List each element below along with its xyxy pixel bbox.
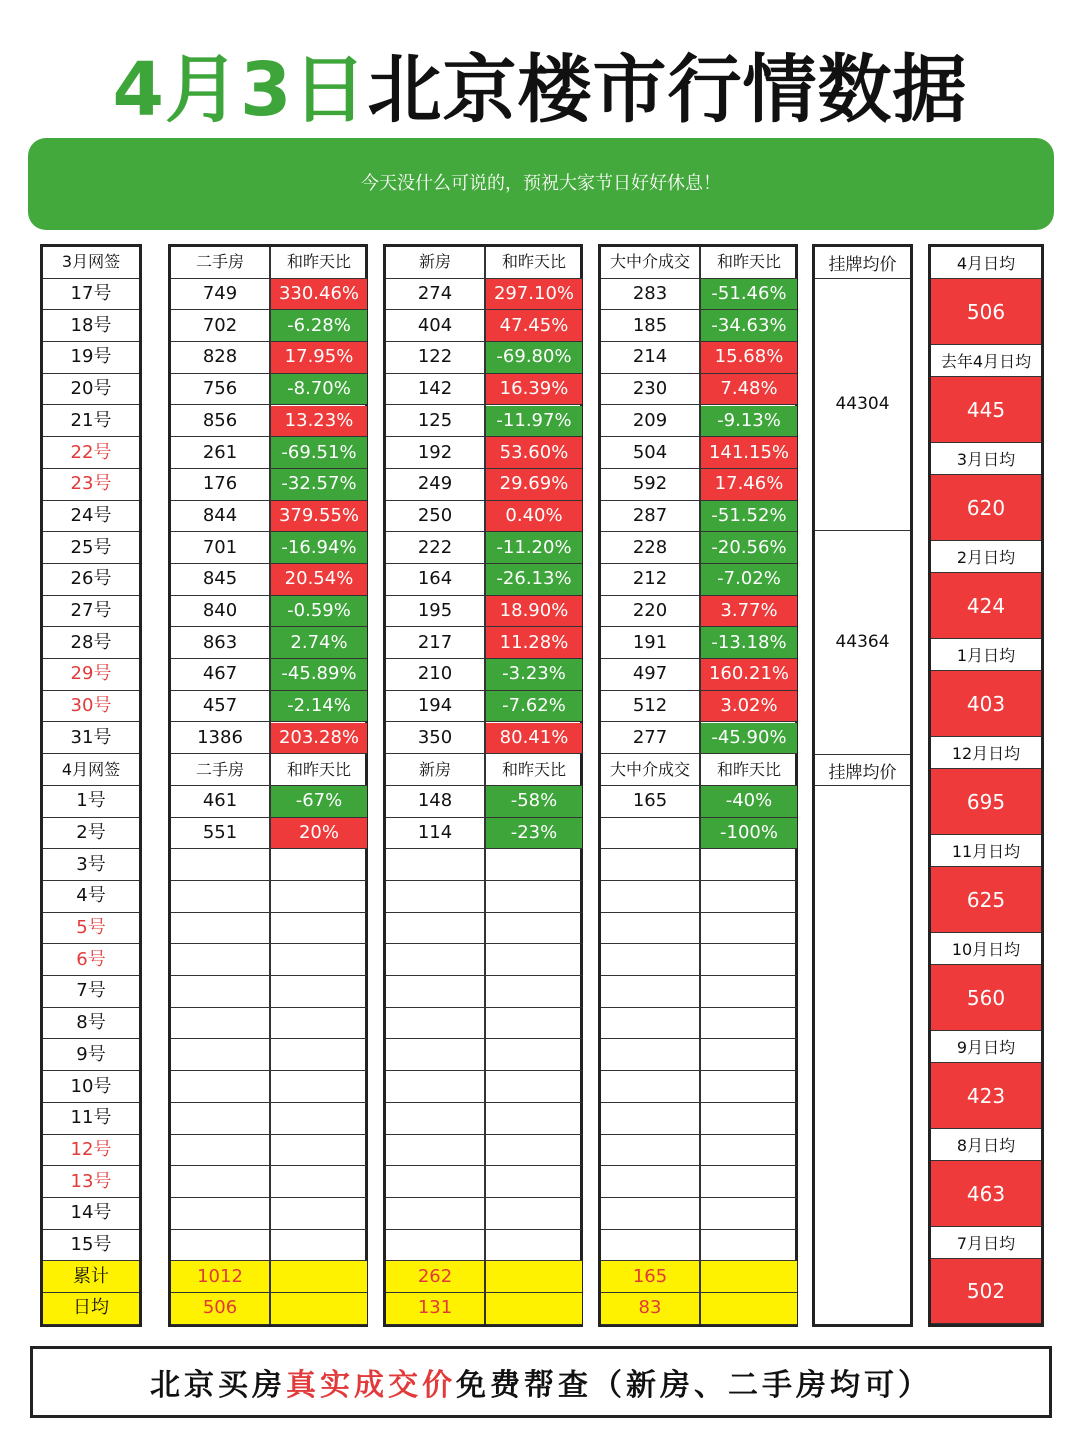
agency-change: 17.46% bbox=[701, 469, 797, 501]
date-cell: 17号 bbox=[43, 279, 139, 311]
agency-empty-cell bbox=[601, 849, 699, 881]
agency-empty-cell bbox=[701, 1166, 797, 1198]
agency-empty-cell bbox=[701, 1135, 797, 1167]
newhome-total: 262 bbox=[386, 1261, 484, 1293]
newhome-change: -11.20% bbox=[486, 532, 582, 564]
average-value: 695 bbox=[931, 769, 1041, 835]
newhome-value: 142 bbox=[386, 374, 484, 406]
secondhand-change: 20.54% bbox=[271, 564, 367, 596]
newhome-empty-cell bbox=[386, 1008, 484, 1040]
average-value: 424 bbox=[931, 573, 1041, 639]
newhome-empty-cell bbox=[386, 881, 484, 913]
secondhand-value: 551 bbox=[171, 818, 269, 850]
date-cell: 15号 bbox=[43, 1230, 139, 1262]
agency-empty-cell bbox=[601, 1071, 699, 1103]
newhome-empty-cell bbox=[486, 1198, 582, 1230]
title-main: 北京楼市行情数据 bbox=[367, 47, 968, 133]
average-value: 445 bbox=[931, 377, 1041, 443]
newhome-empty-cell bbox=[486, 881, 582, 913]
agency-empty-cell bbox=[601, 1198, 699, 1230]
newhome-empty-cell bbox=[386, 1103, 484, 1135]
date-cell: 28号 bbox=[43, 627, 139, 659]
agency-value: 209 bbox=[601, 406, 699, 438]
average-value: 403 bbox=[931, 671, 1041, 737]
secondhand-empty-cell bbox=[171, 1071, 269, 1103]
newhome-empty-cell bbox=[486, 913, 582, 945]
secondhand-change: 2.74% bbox=[271, 627, 367, 659]
secondhand-empty-cell bbox=[271, 881, 367, 913]
agency-change: 15.68% bbox=[701, 342, 797, 374]
average-value: 463 bbox=[931, 1161, 1041, 1227]
agency-empty-cell bbox=[601, 1166, 699, 1198]
agency-value: 277 bbox=[601, 723, 699, 755]
secondhand-value: 457 bbox=[171, 691, 269, 723]
agency-empty-cell bbox=[601, 1008, 699, 1040]
secondhand-value: 749 bbox=[171, 279, 269, 311]
newhome-value: 125 bbox=[386, 406, 484, 438]
date-cell: 20号 bbox=[43, 374, 139, 406]
secondhand-empty-cell bbox=[171, 1008, 269, 1040]
secondhand-change-header: 和昨天比 bbox=[271, 247, 367, 279]
newhome-empty-cell bbox=[486, 944, 582, 976]
agency-value: 230 bbox=[601, 374, 699, 406]
date-cell: 4号 bbox=[43, 881, 139, 913]
secondhand-change: 203.28% bbox=[271, 723, 367, 755]
average-label: 9月日均 bbox=[931, 1031, 1041, 1063]
newhome-value: 249 bbox=[386, 469, 484, 501]
secondhand-value: 701 bbox=[171, 532, 269, 564]
secondhand-value: 176 bbox=[171, 469, 269, 501]
newhome-empty-cell bbox=[386, 1230, 484, 1262]
agency-change: -20.56% bbox=[701, 532, 797, 564]
newhome-empty-cell bbox=[486, 1103, 582, 1135]
secondhand-change: 20% bbox=[271, 818, 367, 850]
secondhand-value: 840 bbox=[171, 596, 269, 628]
secondhand-empty-cell bbox=[271, 1135, 367, 1167]
agency-change: -45.90% bbox=[701, 723, 797, 755]
date-cell: 9号 bbox=[43, 1040, 139, 1072]
agency-value: 283 bbox=[601, 279, 699, 311]
average-label: 7月日均 bbox=[931, 1227, 1041, 1259]
newhome-value: 350 bbox=[386, 723, 484, 755]
secondhand-empty-cell bbox=[271, 1103, 367, 1135]
newhome-change: -69.80% bbox=[486, 342, 582, 374]
agency-change: 7.48% bbox=[701, 374, 797, 406]
secondhand-value: 1386 bbox=[171, 723, 269, 755]
secondhand-value: 467 bbox=[171, 659, 269, 691]
agency-change: 3.77% bbox=[701, 596, 797, 628]
footer-text-1: 北京买房 bbox=[150, 1368, 286, 1403]
average-value: 620 bbox=[931, 475, 1041, 541]
page-title bbox=[0, 40, 1080, 140]
secondhand-change: 17.95% bbox=[271, 342, 367, 374]
average-value: 560 bbox=[931, 965, 1041, 1031]
secondhand-empty-cell bbox=[271, 1230, 367, 1262]
section-header-march: 3月网签 bbox=[43, 247, 139, 279]
secondhand-change: 13.23% bbox=[271, 406, 367, 438]
agency-value: 287 bbox=[601, 501, 699, 533]
secondhand-empty-cell bbox=[171, 1103, 269, 1135]
agency-value bbox=[601, 818, 699, 850]
average-label: 1月日均 bbox=[931, 639, 1041, 671]
secondhand-change-header-april: 和昨天比 bbox=[271, 754, 367, 786]
agency-value: 504 bbox=[601, 437, 699, 469]
newhome-value: 192 bbox=[386, 437, 484, 469]
footer-text-2: 免费帮查（新房、二手房均可） bbox=[456, 1368, 932, 1403]
secondhand-value: 844 bbox=[171, 501, 269, 533]
agency-total-blank bbox=[701, 1261, 797, 1293]
newhome-empty-cell bbox=[386, 1166, 484, 1198]
secondhand-average-blank bbox=[271, 1293, 367, 1325]
newhome-value: 210 bbox=[386, 659, 484, 691]
newhome-empty-cell bbox=[486, 1166, 582, 1198]
footer-banner bbox=[30, 1346, 1052, 1418]
section-header-april: 4月网签 bbox=[43, 754, 139, 786]
agency-average-blank bbox=[701, 1293, 797, 1325]
secondhand-empty-cell bbox=[171, 1040, 269, 1072]
agency-empty-cell bbox=[601, 1230, 699, 1262]
agency-empty-cell bbox=[701, 1071, 797, 1103]
message-banner: 今天没什么可说的，预祝大家节日好好休息！ bbox=[28, 138, 1054, 230]
monthly-average-table bbox=[928, 244, 1044, 1327]
newhome-empty-cell bbox=[486, 1071, 582, 1103]
agency-header-april: 大中介成交 bbox=[601, 754, 699, 786]
newhome-change: 18.90% bbox=[486, 596, 582, 628]
agency-change: -13.18% bbox=[701, 627, 797, 659]
secondhand-value: 845 bbox=[171, 564, 269, 596]
secondhand-empty-cell bbox=[171, 1198, 269, 1230]
agency-value: 497 bbox=[601, 659, 699, 691]
newhome-empty-cell bbox=[386, 1040, 484, 1072]
secondhand-table bbox=[168, 244, 368, 1327]
newhome-average-blank bbox=[486, 1293, 582, 1325]
newhome-change: -11.97% bbox=[486, 406, 582, 438]
date-cell: 13号 bbox=[43, 1166, 139, 1198]
secondhand-empty-cell bbox=[171, 1166, 269, 1198]
newhome-empty-cell bbox=[386, 1071, 484, 1103]
agency-average: 83 bbox=[601, 1293, 699, 1325]
date-cell: 19号 bbox=[43, 342, 139, 374]
newhome-change: -58% bbox=[486, 786, 582, 818]
newhome-empty-cell bbox=[386, 913, 484, 945]
secondhand-empty-cell bbox=[271, 1008, 367, 1040]
secondhand-header-april: 二手房 bbox=[171, 754, 269, 786]
listing-price-value-1: 44304 bbox=[815, 279, 910, 531]
secondhand-change: -2.14% bbox=[271, 691, 367, 723]
secondhand-empty-cell bbox=[171, 944, 269, 976]
secondhand-empty-cell bbox=[271, 913, 367, 945]
agency-empty-cell bbox=[701, 1230, 797, 1262]
newhome-value: 194 bbox=[386, 691, 484, 723]
newhome-header-april: 新房 bbox=[386, 754, 484, 786]
secondhand-value: 856 bbox=[171, 406, 269, 438]
agency-change: -34.63% bbox=[701, 310, 797, 342]
agency-empty-cell bbox=[601, 1103, 699, 1135]
date-cell: 24号 bbox=[43, 501, 139, 533]
newhome-change: 11.28% bbox=[486, 627, 582, 659]
agency-empty-cell bbox=[601, 881, 699, 913]
secondhand-value: 261 bbox=[171, 437, 269, 469]
date-cell: 14号 bbox=[43, 1198, 139, 1230]
agency-value: 165 bbox=[601, 786, 699, 818]
agency-value: 212 bbox=[601, 564, 699, 596]
newhome-value: 250 bbox=[386, 501, 484, 533]
date-cell: 1号 bbox=[43, 786, 139, 818]
newhome-value: 114 bbox=[386, 818, 484, 850]
secondhand-change: -45.89% bbox=[271, 659, 367, 691]
secondhand-empty-cell bbox=[271, 1040, 367, 1072]
agency-empty-cell bbox=[601, 1135, 699, 1167]
agency-empty-cell bbox=[701, 849, 797, 881]
newhome-change: 53.60% bbox=[486, 437, 582, 469]
newhome-empty-cell bbox=[486, 849, 582, 881]
newhome-change: 80.41% bbox=[486, 723, 582, 755]
agency-table bbox=[598, 244, 798, 1327]
secondhand-value: 828 bbox=[171, 342, 269, 374]
secondhand-change: -8.70% bbox=[271, 374, 367, 406]
agency-header: 大中介成交 bbox=[601, 247, 699, 279]
newhome-change: -26.13% bbox=[486, 564, 582, 596]
agency-value: 228 bbox=[601, 532, 699, 564]
date-cell: 6号 bbox=[43, 944, 139, 976]
agency-empty-cell bbox=[601, 1040, 699, 1072]
agency-change: -9.13% bbox=[701, 406, 797, 438]
date-cell: 2号 bbox=[43, 818, 139, 850]
secondhand-value: 702 bbox=[171, 310, 269, 342]
average-label: 3月日均 bbox=[931, 443, 1041, 475]
secondhand-change: -16.94% bbox=[271, 532, 367, 564]
agency-change: 3.02% bbox=[701, 691, 797, 723]
date-cell: 3号 bbox=[43, 849, 139, 881]
average-label: 12月日均 bbox=[931, 737, 1041, 769]
average-value: 502 bbox=[931, 1259, 1041, 1324]
newhome-empty-cell bbox=[386, 1135, 484, 1167]
newhome-empty-cell bbox=[486, 1040, 582, 1072]
title-date: 4月3日 bbox=[112, 47, 368, 133]
agency-empty-cell bbox=[701, 976, 797, 1008]
agency-value: 592 bbox=[601, 469, 699, 501]
newhome-change-header: 和昨天比 bbox=[486, 247, 582, 279]
agency-empty-cell bbox=[701, 913, 797, 945]
listing-price-header: 挂牌均价 bbox=[815, 247, 910, 279]
newhome-empty-cell bbox=[486, 976, 582, 1008]
agency-empty-cell bbox=[701, 1103, 797, 1135]
date-cell: 22号 bbox=[43, 437, 139, 469]
secondhand-value: 461 bbox=[171, 786, 269, 818]
newhome-average: 131 bbox=[386, 1293, 484, 1325]
average-label: 4月日均 bbox=[931, 247, 1041, 279]
newhome-change: 47.45% bbox=[486, 310, 582, 342]
newhome-empty-cell bbox=[386, 944, 484, 976]
secondhand-empty-cell bbox=[271, 944, 367, 976]
agency-value: 214 bbox=[601, 342, 699, 374]
date-column-table bbox=[40, 244, 142, 1327]
secondhand-empty-cell bbox=[271, 976, 367, 1008]
agency-empty-cell bbox=[701, 1008, 797, 1040]
date-cell: 25号 bbox=[43, 532, 139, 564]
average-label: 10月日均 bbox=[931, 933, 1041, 965]
agency-change: -7.02% bbox=[701, 564, 797, 596]
newhome-empty-cell bbox=[386, 1198, 484, 1230]
newhome-empty-cell bbox=[486, 1135, 582, 1167]
newhome-value: 195 bbox=[386, 596, 484, 628]
newhome-total-blank bbox=[486, 1261, 582, 1293]
newhome-empty-cell bbox=[386, 849, 484, 881]
newhome-value: 122 bbox=[386, 342, 484, 374]
secondhand-average: 506 bbox=[171, 1293, 269, 1325]
newhome-change: -7.62% bbox=[486, 691, 582, 723]
newhome-change: 16.39% bbox=[486, 374, 582, 406]
date-cell: 7号 bbox=[43, 976, 139, 1008]
secondhand-empty-cell bbox=[171, 1135, 269, 1167]
newhome-empty-cell bbox=[386, 976, 484, 1008]
date-cell: 5号 bbox=[43, 913, 139, 945]
agency-empty-cell bbox=[601, 944, 699, 976]
date-cell: 31号 bbox=[43, 723, 139, 755]
agency-value: 512 bbox=[601, 691, 699, 723]
date-cell: 30号 bbox=[43, 691, 139, 723]
listing-price-header-2: 挂牌均价 bbox=[815, 755, 910, 787]
agency-empty-cell bbox=[701, 1198, 797, 1230]
newhome-value: 274 bbox=[386, 279, 484, 311]
secondhand-change: 379.55% bbox=[271, 501, 367, 533]
listing-price-value-2: 44364 bbox=[815, 531, 910, 755]
agency-value: 191 bbox=[601, 627, 699, 659]
agency-change: -100% bbox=[701, 818, 797, 850]
date-cell: 12号 bbox=[43, 1135, 139, 1167]
agency-change: -40% bbox=[701, 786, 797, 818]
secondhand-value: 863 bbox=[171, 627, 269, 659]
agency-change: 160.21% bbox=[701, 659, 797, 691]
newhome-value: 222 bbox=[386, 532, 484, 564]
average-label: 8月日均 bbox=[931, 1129, 1041, 1161]
date-cell: 21号 bbox=[43, 406, 139, 438]
average-label: 去年4月日均 bbox=[931, 345, 1041, 377]
newhome-change: 29.69% bbox=[486, 469, 582, 501]
date-cell: 26号 bbox=[43, 564, 139, 596]
secondhand-empty-cell bbox=[271, 1071, 367, 1103]
newhome-change-header-april: 和昨天比 bbox=[486, 754, 582, 786]
date-cell: 29号 bbox=[43, 659, 139, 691]
agency-change-header: 和昨天比 bbox=[701, 247, 797, 279]
date-cell: 18号 bbox=[43, 310, 139, 342]
average-label: 11月日均 bbox=[931, 835, 1041, 867]
secondhand-change: -32.57% bbox=[271, 469, 367, 501]
average-value: 625 bbox=[931, 867, 1041, 933]
newhome-change: -3.23% bbox=[486, 659, 582, 691]
agency-empty-cell bbox=[701, 1040, 797, 1072]
newhome-value: 164 bbox=[386, 564, 484, 596]
newhome-value: 148 bbox=[386, 786, 484, 818]
date-cell: 27号 bbox=[43, 596, 139, 628]
newhome-empty-cell bbox=[486, 1230, 582, 1262]
date-cell: 23号 bbox=[43, 469, 139, 501]
secondhand-empty-cell bbox=[171, 976, 269, 1008]
secondhand-change: -69.51% bbox=[271, 437, 367, 469]
agency-value: 220 bbox=[601, 596, 699, 628]
agency-empty-cell bbox=[601, 913, 699, 945]
agency-value: 185 bbox=[601, 310, 699, 342]
average-label: 日均 bbox=[43, 1293, 139, 1325]
average-value: 506 bbox=[931, 279, 1041, 345]
newhome-value: 404 bbox=[386, 310, 484, 342]
secondhand-empty-cell bbox=[171, 913, 269, 945]
secondhand-empty-cell bbox=[271, 849, 367, 881]
agency-change-header-april: 和昨天比 bbox=[701, 754, 797, 786]
date-cell: 11号 bbox=[43, 1103, 139, 1135]
newhome-table bbox=[383, 244, 583, 1327]
secondhand-total: 1012 bbox=[171, 1261, 269, 1293]
secondhand-empty-cell bbox=[271, 1166, 367, 1198]
date-cell: 10号 bbox=[43, 1071, 139, 1103]
agency-change: 141.15% bbox=[701, 437, 797, 469]
newhome-value: 217 bbox=[386, 627, 484, 659]
newhome-header: 新房 bbox=[386, 247, 484, 279]
listing-price-table bbox=[812, 244, 913, 1327]
secondhand-empty-cell bbox=[171, 1230, 269, 1262]
secondhand-empty-cell bbox=[271, 1198, 367, 1230]
total-label: 累计 bbox=[43, 1261, 139, 1293]
newhome-change: 0.40% bbox=[486, 501, 582, 533]
footer-highlight: 真实成交价 bbox=[286, 1368, 456, 1403]
secondhand-empty-cell bbox=[171, 849, 269, 881]
secondhand-change: 330.46% bbox=[271, 279, 367, 311]
secondhand-total-blank bbox=[271, 1261, 367, 1293]
newhome-change: 297.10% bbox=[486, 279, 582, 311]
newhome-change: -23% bbox=[486, 818, 582, 850]
date-cell: 8号 bbox=[43, 1008, 139, 1040]
average-value: 423 bbox=[931, 1063, 1041, 1129]
secondhand-change: -0.59% bbox=[271, 596, 367, 628]
secondhand-value: 756 bbox=[171, 374, 269, 406]
newhome-empty-cell bbox=[486, 1008, 582, 1040]
agency-empty-cell bbox=[601, 976, 699, 1008]
agency-empty-cell bbox=[701, 944, 797, 976]
secondhand-header: 二手房 bbox=[171, 247, 269, 279]
agency-change: -51.52% bbox=[701, 501, 797, 533]
average-label: 2月日均 bbox=[931, 541, 1041, 573]
secondhand-empty-cell bbox=[171, 881, 269, 913]
secondhand-change: -6.28% bbox=[271, 310, 367, 342]
agency-change: -51.46% bbox=[701, 279, 797, 311]
agency-total: 165 bbox=[601, 1261, 699, 1293]
agency-empty-cell bbox=[701, 881, 797, 913]
secondhand-change: -67% bbox=[271, 786, 367, 818]
